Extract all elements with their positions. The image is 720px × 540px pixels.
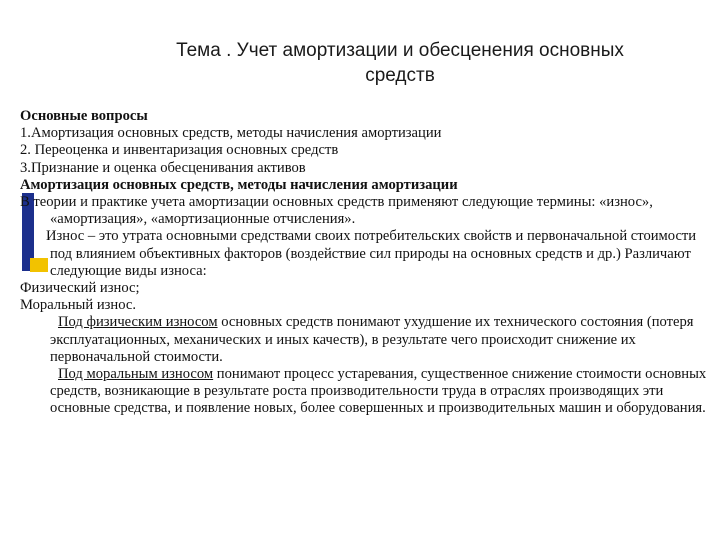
wear-type-moral: Моральный износ. [20, 297, 136, 314]
questions-heading: Основные вопросы [20, 108, 148, 124]
section-heading: Амортизация основных средств, методы начисления амортизации [20, 176, 458, 193]
question-item-1: 1.Амортизация основных средств, методы начисления амортизации [20, 125, 442, 142]
physical-wear-text: основных средств понимают ухудшение их технического состояния (потеря эксплуатационных, механических и иных качеств), в результате чего происходит снижение их первоначальной стоимости. [50, 314, 694, 365]
page-title [100, 38, 700, 88]
question-item-2: 2. Переоценка и инвентаризация основных средств [20, 142, 339, 159]
physical-wear-term: Под физическим износом [58, 314, 218, 331]
intro-paragraph: В теории и практике учета амортизации основных средств применяют следующие термины: «износ», «амортизация», «амортизационные отчисления». [20, 194, 653, 228]
physical-wear-paragraph [20, 314, 710, 366]
moral-wear-text: понимают процесс устаревания, существенное снижение стоимости основных средств, возникающие в результате роста производительности труда в отраслях производящих эти основные средства, и появление новых, более совершенных и производительных машин и оборудования. [50, 366, 707, 417]
question-item-3: 3.Признание и оценка обесценивания активов [20, 159, 306, 176]
document-body [20, 108, 710, 418]
moral-wear-term: Под моральным износом [58, 366, 214, 383]
title-line-1: Тема . Учет амортизации и обесценения основных [176, 40, 624, 61]
wear-definition-paragraph: Износ – это утрата основными средствами своих потребительских свойств и первоначальной стоимости под влиянием объективных факторов (воздействие сил природы на основных средств и др.) Различают следующие виды износа: [46, 228, 697, 279]
wear-type-physical: Физический износ; [20, 280, 140, 297]
moral-wear-paragraph [20, 366, 710, 418]
title-line-2: средств [365, 65, 435, 86]
